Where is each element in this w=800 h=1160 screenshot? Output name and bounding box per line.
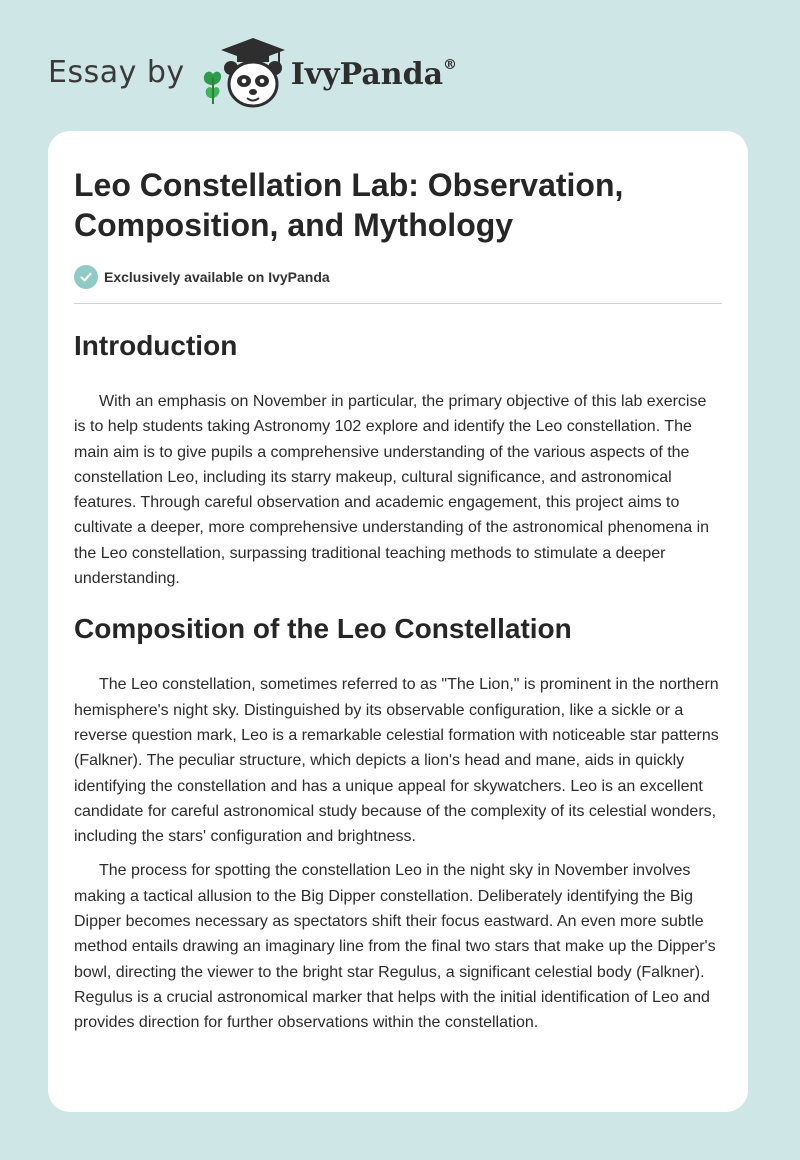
article-title: Leo Constellation Lab: Observation, Composition, and Mythology bbox=[74, 167, 624, 243]
panda-graduate-icon bbox=[199, 34, 285, 110]
section-heading: Introduction bbox=[74, 330, 238, 361]
exclusive-badge bbox=[74, 265, 722, 304]
check-circle-icon bbox=[74, 265, 98, 289]
registered-mark: ® bbox=[443, 56, 458, 73]
brand-name[interactable]: IvyPanda® bbox=[290, 56, 458, 92]
section-introduction bbox=[74, 329, 722, 591]
paragraph: The Leo constellation, sometimes referred to as "The Lion," is prominent in the northern hemisphere's night sky. Distinguished by its observable configuration, like a sickle or a reverse question mark, Leo is a remarkable celestial formation with noticeable star patterns (Falkner). The peculiar structure, which depicts a lion's head and mane, aids in quickly identifying the constellation and has a unique appeal for skywatchers. Leo is an excellent candidate for careful astronomical study because of the complexity of its celestial wonders, including the stars' configuration and brightness. bbox=[74, 676, 719, 846]
essay-by-label: Essay by bbox=[48, 54, 185, 90]
section-composition bbox=[74, 612, 722, 1035]
paragraph: The process for spotting the constellation Leo in the night sky in November involves making a tactical allusion to the Big Dipper constellation. Deliberately identifying the Big Dipper becomes necessary as spectators shift their focus eastward. An even more subtle method entails drawing an imaginary line from the final two stars that make up the Dipper's bowl, directing the viewer to the bright star Regulus, a significant celestial body (Falkner). Regulus is a crucial astronomical marker that helps with the initial identification of Leo and provides direction for further observations within the constellation. bbox=[74, 862, 716, 1032]
article-card bbox=[48, 131, 748, 1112]
site-header bbox=[48, 34, 457, 110]
paragraph: With an emphasis on November in particular, the primary objective of this lab exercise is to help students taking Astronomy 102 explore and identify the Leo constellation. The main aim is to give pupils a comprehensive understanding of the various aspects of the constellation Leo, including its starry makeup, cultural significance, and astronomical features. Through careful observation and academic engagement, this project aims to cultivate a deeper, more comprehensive understanding of the astronomical phenomena in the Leo constellation, surpassing traditional teaching methods to stimulate a deeper understanding. bbox=[74, 393, 710, 588]
exclusive-text: Exclusively available on IvyPanda bbox=[104, 269, 330, 285]
section-heading: Composition of the Leo Constellation bbox=[74, 613, 572, 645]
